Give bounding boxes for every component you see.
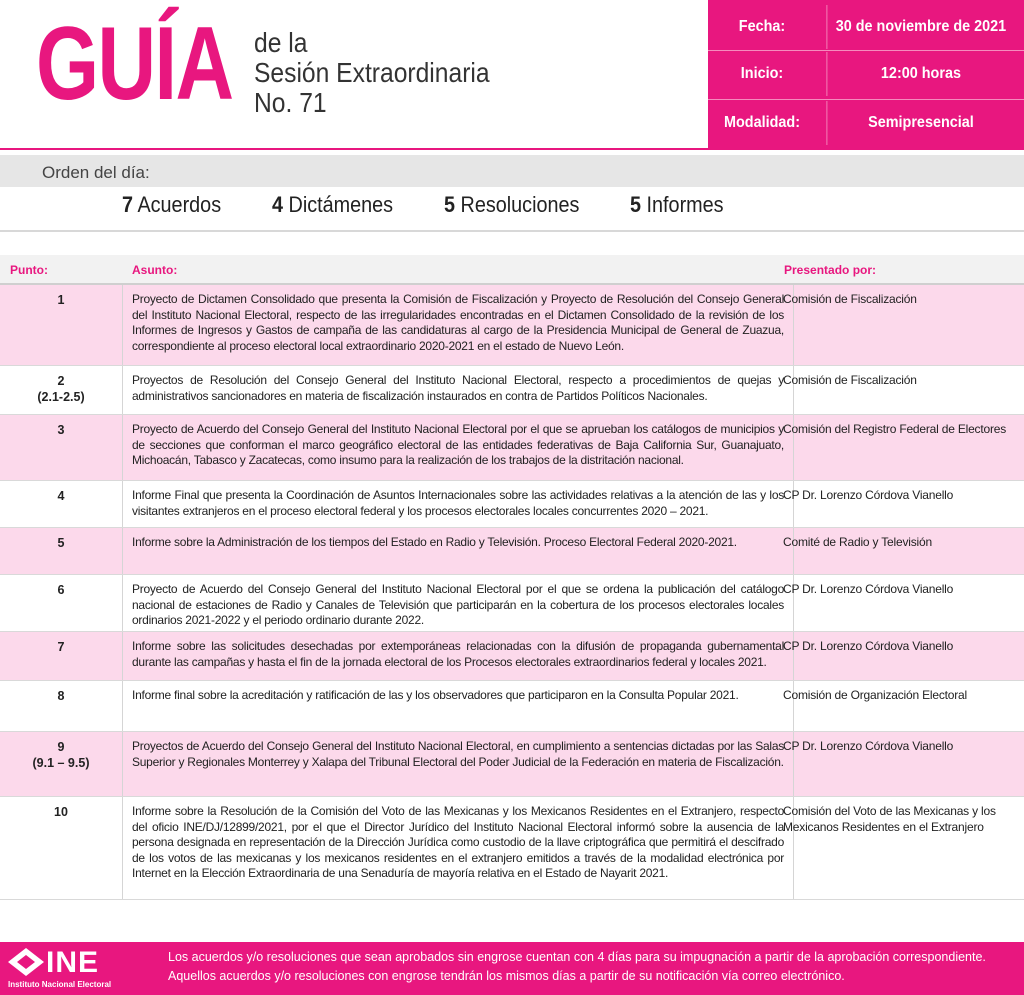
asunto-cell: Informe sobre las solicitudes desechadas por extemporáneas relacionadas con la difusión de propaganda gubernamental durante las campañas y hasta el fin de la jornada electoral de los Procesos electorales extraordinarios federal y locales 2021. (122, 632, 794, 680)
count-number: 5 (630, 192, 642, 217)
table-row (0, 285, 1024, 366)
asunto-cell: Proyectos de Acuerdo del Consejo General del Instituto Nacional Electoral, en cumplimiento a sentencias dictadas por las Salas Superior y Regionales Monterrey y Xalapa del Tribunal Electoral del Poder Judicial de la Federación en materia de Fiscalización. (122, 732, 794, 796)
punto-subrange: (9.1 – 9.5) (32, 756, 90, 770)
punto-cell (0, 681, 123, 731)
session-title-line3: No. 71 (254, 87, 327, 118)
session-title (254, 28, 490, 118)
count-resoluciones (444, 192, 579, 218)
punto-number: 2 (57, 374, 65, 388)
punto-number: 8 (57, 689, 65, 703)
punto-number: 3 (57, 423, 65, 437)
count-acuerdos (122, 192, 221, 218)
punto-number: 7 (57, 640, 65, 654)
punto-number: 10 (54, 805, 68, 819)
punto-cell (0, 797, 123, 899)
agenda-table (0, 255, 1024, 900)
inicio-label: Inicio: (740, 65, 784, 82)
table-row (0, 732, 1024, 797)
punto-cell (0, 285, 123, 365)
guia-title: GUÍA (36, 6, 233, 122)
orden-label: Orden del día: (42, 163, 150, 182)
punto-subrange: (2.1-2.5) (37, 390, 85, 404)
ine-diamond-icon (6, 946, 46, 978)
asunto-cell: Informe final sobre la acreditación y ratificación de las y los observadores que participaron en la Consulta Popular 2021. (122, 681, 794, 731)
punto-cell (0, 732, 123, 796)
asunto-cell: Proyectos de Resolución del Consejo General del Instituto Nacional Electoral, respecto a procedimientos de quejas y administrativos sancionadores en materia de fiscalización instaurados en contra de Partidos Políticos Nacionales. (122, 366, 794, 414)
presentado-cell: CP Dr. Lorenzo Córdova Vianello (783, 488, 954, 502)
header-asunto: Asunto: (132, 263, 178, 277)
header-punto: Punto: (10, 263, 48, 277)
modalidad-label: Modalidad: (724, 114, 800, 131)
table-row (0, 481, 1024, 528)
presentado-cell: Comité de Radio y Televisión (783, 535, 932, 549)
modalidad-row (708, 101, 1024, 145)
fecha-label: Fecha: (738, 18, 786, 35)
asunto-cell: Informe sobre la Administración de los tiempos del Estado en Radio y Televisión. Proceso Electoral Federal 2020-2021. (122, 528, 794, 574)
fecha-value: 30 de noviembre de 2021 (826, 5, 1014, 49)
counts-divider (0, 230, 1024, 232)
info-divider (708, 50, 1024, 51)
asunto-cell: Informe sobre la Resolución de la Comisión del Voto de las Mexicanas y los Mexicanos Residentes en el Extranjero, respecto del oficio INE/DJ/12899/2021, por el que el Director Jurídico del Instituto Nacional Electoral informó sobre la ausencia de la persona designada en representación de la Dirección Jurídica como custodio de la llave criptográfica que permitirá el descifrado de los votos de las mexicanas y los mexicanos residentes en el extranjero emitidos a través de la modalidad electrónica por Internet en la Elección Extraordinaria de una Senaduría de mayoría relativa en el Estado de Nayarit 2021. (122, 797, 794, 899)
fecha-row (708, 5, 1024, 49)
presentado-cell: CP Dr. Lorenzo Córdova Vianello (783, 582, 954, 596)
presentado-cell: Comisión del Registro Federal de Electores (783, 422, 1007, 436)
table-row (0, 632, 1024, 681)
count-informes (630, 192, 724, 218)
count-number: 5 (444, 192, 456, 217)
punto-cell (0, 415, 123, 480)
asunto-cell: Proyecto de Acuerdo del Consejo General del Instituto Nacional Electoral por el que se aprueban los catálogos de municipios y de secciones que conforman el marco geográfico electoral de las entidades federativas de Baja California Sur, Guanajuato, Michoacán, Tabasco y Zacatecas, como insumo para la realización de los trabajos de la distritación nacional. (122, 415, 794, 480)
presentado-cell: Comisión de Fiscalización (783, 373, 917, 387)
ine-logo (6, 946, 118, 992)
punto-cell (0, 632, 123, 680)
punto-cell (0, 575, 123, 631)
table-header (0, 255, 1024, 285)
inicio-value: 12:00 horas (826, 52, 1014, 96)
table-row (0, 366, 1024, 415)
count-label: Dictámenes (288, 192, 394, 217)
footer-note (168, 948, 1018, 986)
page-header (0, 0, 1024, 148)
ine-logo-subtitle: Instituto Nacional Electoral (8, 980, 112, 989)
punto-cell (0, 481, 123, 527)
table-row (0, 528, 1024, 575)
orden-bar (0, 155, 1024, 187)
session-title-line1: de la (254, 27, 308, 58)
inicio-row (708, 52, 1024, 96)
info-divider (708, 99, 1024, 100)
count-label: Resoluciones (460, 192, 580, 217)
punto-cell (0, 366, 123, 414)
header-presentado: Presentado por: (784, 263, 877, 277)
count-label: Acuerdos (137, 192, 222, 217)
session-title-line2: Sesión Extraordinaria (254, 57, 490, 88)
punto-cell (0, 528, 123, 574)
asunto-cell: Informe Final que presenta la Coordinación de Asuntos Internacionales sobre las actividades relativas a la atención de las y los visitantes extranjeros en el proceso electoral federal y los procesos electorales locales concurrentes 2020 – 2021. (122, 481, 794, 527)
ine-logo-text: INE (46, 946, 100, 979)
presentado-cell: Comisión de Fiscalización (783, 292, 917, 306)
count-number: 7 (122, 192, 134, 217)
agenda-counts (0, 192, 1024, 228)
asunto-cell: Proyecto de Dictamen Consolidado que presenta la Comisión de Fiscalización y Proyecto de Resolución del Consejo General del Instituto Nacional Electoral, respecto de las irregularidades encontradas en el Dictamen Consolidado de la revisión de los Informes de Ingresos y Gastos de campaña de las candidaturas al cargo de la Presidencia Municipal de General de Zuazua, correspondiente al proceso electoral local extraordinario 2020-2021 en el estado de Nuevo León. (122, 285, 794, 365)
table-row (0, 575, 1024, 632)
presentado-cell: CP Dr. Lorenzo Córdova Vianello (783, 639, 954, 653)
modalidad-value: Semipresencial (826, 101, 1014, 145)
presentado-cell: Comisión de Organización Electoral (783, 688, 967, 702)
presentado-cell: CP Dr. Lorenzo Córdova Vianello (783, 739, 954, 753)
footer-line1: Los acuerdos y/o resoluciones que sean aprobados sin engrose cuentan con 4 días para su impugnación a partir de la aprobación correspondiente. (168, 950, 986, 964)
session-info-panel (708, 0, 1024, 148)
count-label: Informes (646, 192, 724, 217)
punto-number: 1 (57, 293, 65, 307)
footer-line2: Aquellos acuerdos y/o resoluciones con engrose tendrán los mismos días a partir de su notificación vía correo electrónico. (168, 969, 845, 983)
table-row (0, 415, 1024, 481)
presentado-cell: Comisión del Voto de las Mexicanas y los Mexicanos Residentes en el Extranjero (783, 804, 996, 834)
count-number: 4 (272, 192, 284, 217)
punto-number: 5 (57, 536, 65, 550)
punto-number: 9 (57, 740, 65, 754)
table-row (0, 797, 1024, 900)
count-dictamenes (272, 192, 393, 218)
punto-number: 4 (57, 489, 65, 503)
table-row (0, 681, 1024, 732)
header-divider (0, 148, 1024, 150)
asunto-cell: Proyecto de Acuerdo del Consejo General del Instituto Nacional Electoral por el que se ordena la publicación del catálogo nacional de estaciones de Radio y Canales de Televisión que participarán en la cobertura de los procesos electorales locales ordinarios 2021-2022 y el periodo ordinario durante 2022. (122, 575, 794, 631)
punto-number: 6 (57, 583, 65, 597)
